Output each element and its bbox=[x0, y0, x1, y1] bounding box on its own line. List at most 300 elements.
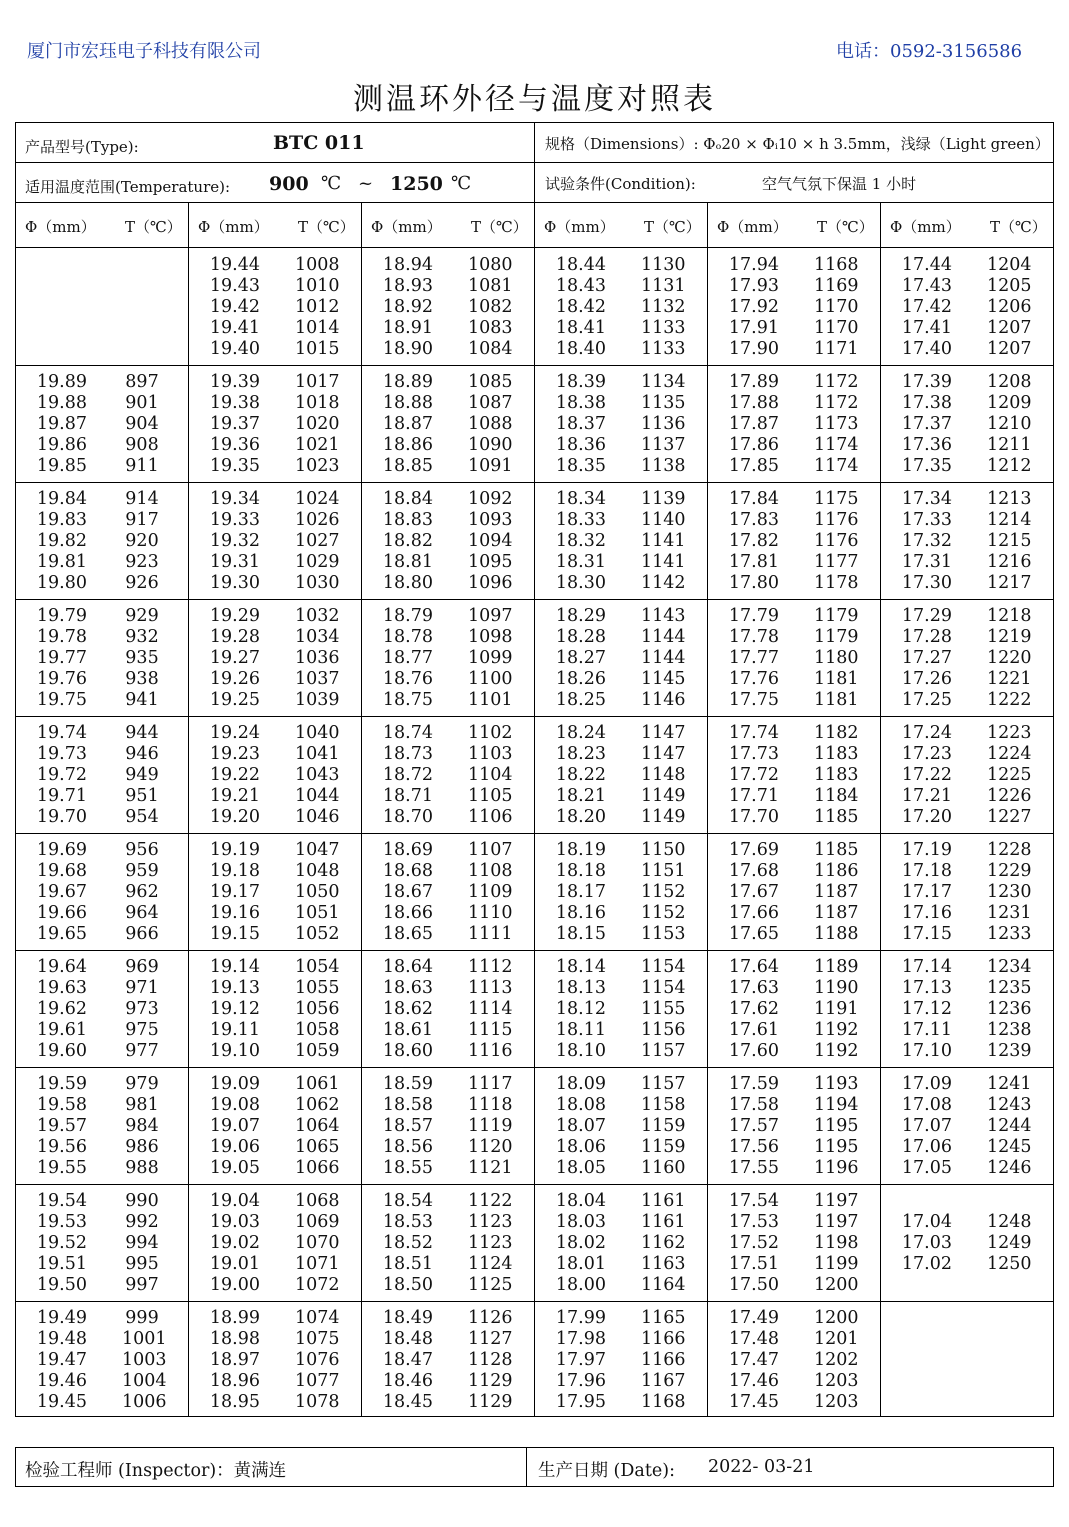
temperature-value: 973 bbox=[125, 998, 159, 1019]
diameter-value: 17.94 bbox=[728, 255, 779, 275]
diameter-value: 17.26 bbox=[901, 668, 952, 689]
diameter-value: 19.14 bbox=[209, 957, 260, 977]
diameter-value: 18.19 bbox=[555, 840, 606, 860]
temperature-value: 1183 bbox=[814, 743, 859, 764]
diameter-value: 19.82 bbox=[36, 530, 87, 551]
diameter-value: 17.63 bbox=[728, 977, 779, 998]
diameter-value: 17.57 bbox=[728, 1115, 779, 1136]
diameter-value: 18.41 bbox=[555, 317, 606, 338]
diameter-value: 17.33 bbox=[901, 509, 952, 530]
diameter-value: 17.60 bbox=[728, 1040, 779, 1061]
diameter-value: 17.96 bbox=[555, 1370, 606, 1391]
temperature-value: 1017 bbox=[295, 372, 340, 392]
temperature-value: 1080 bbox=[468, 255, 513, 275]
diameter-value: 18.14 bbox=[555, 957, 606, 977]
temperature-value: 1144 bbox=[641, 647, 686, 668]
diameter-value: 18.47 bbox=[382, 1349, 433, 1370]
diameter-value: 19.24 bbox=[209, 723, 260, 743]
temperature-value: 1191 bbox=[814, 998, 859, 1019]
temperature-value: 1111 bbox=[468, 923, 513, 944]
diameter-value: 17.54 bbox=[728, 1191, 779, 1211]
temperature-value: 1248 bbox=[987, 1211, 1032, 1232]
diameter-value: 18.79 bbox=[382, 606, 433, 626]
diameter-value: 17.44 bbox=[901, 255, 952, 275]
temperature-value: 1110 bbox=[468, 902, 513, 923]
temperature-value: 1141 bbox=[641, 551, 686, 572]
temperature-value: 1068 bbox=[295, 1191, 340, 1211]
diameter-value: 18.54 bbox=[382, 1191, 433, 1211]
temperature-value: 1195 bbox=[814, 1136, 859, 1157]
temperature-value: 1127 bbox=[468, 1328, 513, 1349]
diameter-value: 19.59 bbox=[36, 1074, 87, 1094]
temperature-value: 1188 bbox=[814, 923, 859, 944]
temperature-value: 1160 bbox=[641, 1157, 686, 1178]
diameter-value: 17.75 bbox=[728, 689, 779, 710]
diameter-value: 19.81 bbox=[36, 551, 87, 572]
diameter-value: 17.15 bbox=[901, 923, 952, 944]
diameter-value: 17.05 bbox=[901, 1157, 952, 1178]
diameter-value: 19.07 bbox=[209, 1115, 260, 1136]
diameter-value: 18.36 bbox=[555, 434, 606, 455]
diameter-value: 19.60 bbox=[36, 1040, 87, 1061]
temperature-value: 1161 bbox=[641, 1211, 686, 1232]
diameter-value: 18.68 bbox=[382, 860, 433, 881]
temperature-value: 1166 bbox=[641, 1349, 686, 1370]
diameter-value: 18.26 bbox=[555, 668, 606, 689]
diameter-value: 18.25 bbox=[555, 689, 606, 710]
temperature-value: 1177 bbox=[814, 551, 859, 572]
diameter-value: 17.29 bbox=[901, 606, 952, 626]
temperature-value: 1143 bbox=[641, 606, 686, 626]
temperature-value: 901 bbox=[125, 392, 159, 413]
diameter-value: 17.58 bbox=[728, 1094, 779, 1115]
temperature-value: 1198 bbox=[814, 1232, 859, 1253]
temperature-value: 1157 bbox=[641, 1040, 686, 1061]
diameter-value: 19.23 bbox=[209, 743, 260, 764]
temperature-value: 1119 bbox=[468, 1115, 513, 1136]
type-value: BTC 011 bbox=[273, 132, 365, 154]
diameter-value: 18.53 bbox=[382, 1211, 433, 1232]
diameter-value: 18.70 bbox=[382, 806, 433, 827]
temperature-value: 951 bbox=[125, 785, 159, 806]
temperature-value: 997 bbox=[125, 1274, 159, 1295]
diameter-value: 18.43 bbox=[555, 275, 606, 296]
diameter-value: 19.37 bbox=[209, 413, 260, 434]
temperature-value: 1243 bbox=[987, 1094, 1032, 1115]
temperature-value: 977 bbox=[125, 1040, 159, 1061]
temperature-value: 1136 bbox=[641, 413, 686, 434]
temperature-value: 1158 bbox=[641, 1094, 686, 1115]
diameter-value: 18.15 bbox=[555, 923, 606, 944]
temperature-value: 1163 bbox=[641, 1253, 686, 1274]
temperature-value: 1154 bbox=[641, 957, 686, 977]
diameter-value: 18.42 bbox=[555, 296, 606, 317]
diameter-value: 18.58 bbox=[382, 1094, 433, 1115]
diameter-value: 18.18 bbox=[555, 860, 606, 881]
page-title: 测温环外径与温度对照表 bbox=[353, 82, 716, 117]
temperature-value: 1169 bbox=[814, 275, 859, 296]
diameter-value: 19.44 bbox=[209, 255, 260, 275]
diameter-value: 18.57 bbox=[382, 1115, 433, 1136]
diameter-value: 19.46 bbox=[36, 1370, 87, 1391]
temperature-value: 979 bbox=[125, 1074, 159, 1094]
diameter-value: 18.67 bbox=[382, 881, 433, 902]
temperature-value: 1205 bbox=[987, 275, 1032, 296]
temperature-value: 1152 bbox=[641, 881, 686, 902]
temperature-value: 1171 bbox=[814, 338, 859, 359]
diameter-value: 19.01 bbox=[209, 1253, 260, 1274]
temperature-value: 1133 bbox=[641, 338, 686, 359]
temperature-value: 954 bbox=[125, 806, 159, 827]
header-phi: Φ（mm） bbox=[25, 218, 96, 236]
diameter-value: 18.00 bbox=[555, 1274, 606, 1295]
temperature-value: 929 bbox=[125, 606, 159, 626]
diameter-value: 17.71 bbox=[728, 785, 779, 806]
diameter-value: 17.78 bbox=[728, 626, 779, 647]
diameter-value: 17.88 bbox=[728, 392, 779, 413]
temperature-value: 1185 bbox=[814, 806, 859, 827]
temperature-value: 1006 bbox=[122, 1391, 167, 1412]
temperature-value: 1167 bbox=[641, 1370, 686, 1391]
temperature-value: 1084 bbox=[468, 338, 513, 359]
diameter-value: 19.27 bbox=[209, 647, 260, 668]
temperature-value: 1202 bbox=[814, 1349, 859, 1370]
temperature-value: 1186 bbox=[814, 860, 859, 881]
diameter-value: 19.71 bbox=[36, 785, 87, 806]
temperature-value: 1128 bbox=[468, 1349, 513, 1370]
temperature-value: 938 bbox=[125, 668, 159, 689]
diameter-value: 17.80 bbox=[728, 572, 779, 593]
diameter-value: 18.56 bbox=[382, 1136, 433, 1157]
temperature-value: 1065 bbox=[295, 1136, 340, 1157]
temperature-value: 1203 bbox=[814, 1370, 859, 1391]
temperature-value: 1072 bbox=[295, 1274, 340, 1295]
temperature-value: 923 bbox=[125, 551, 159, 572]
diameter-value: 18.81 bbox=[382, 551, 433, 572]
diameter-value: 19.65 bbox=[36, 923, 87, 944]
diameter-value: 18.46 bbox=[382, 1370, 433, 1391]
temperature-value: 1192 bbox=[814, 1040, 859, 1061]
diameter-value: 17.69 bbox=[728, 840, 779, 860]
diameter-value: 17.65 bbox=[728, 923, 779, 944]
diameter-value: 18.24 bbox=[555, 723, 606, 743]
temperature-value: 1200 bbox=[814, 1308, 859, 1328]
temperature-value: 1175 bbox=[814, 489, 859, 509]
temperature-value: 1090 bbox=[468, 434, 513, 455]
diameter-value: 19.36 bbox=[209, 434, 260, 455]
diameter-value: 17.32 bbox=[901, 530, 952, 551]
temperature-value: 1104 bbox=[468, 764, 513, 785]
temperature-value: 1062 bbox=[295, 1094, 340, 1115]
type-label: 产品型号(Type): bbox=[25, 138, 139, 156]
temperature-value: 1176 bbox=[814, 509, 859, 530]
diameter-value: 17.35 bbox=[901, 455, 952, 476]
diameter-value: 17.30 bbox=[901, 572, 952, 593]
diameter-value: 18.34 bbox=[555, 489, 606, 509]
temperature-value: 1170 bbox=[814, 296, 859, 317]
temperature-value: 1077 bbox=[295, 1370, 340, 1391]
diameter-value: 18.30 bbox=[555, 572, 606, 593]
diameter-value: 17.08 bbox=[901, 1094, 952, 1115]
temperature-value: 1015 bbox=[295, 338, 340, 359]
diameter-value: 19.42 bbox=[209, 296, 260, 317]
temperature-value: 1236 bbox=[987, 998, 1032, 1019]
diameter-value: 19.68 bbox=[36, 860, 87, 881]
temperature-value: 1164 bbox=[641, 1274, 686, 1295]
temperature-value: 1135 bbox=[641, 392, 686, 413]
block-divider bbox=[15, 482, 1054, 483]
temperature-value: 1174 bbox=[814, 434, 859, 455]
diameter-value: 19.05 bbox=[209, 1157, 260, 1178]
diameter-value: 17.25 bbox=[901, 689, 952, 710]
diameter-value: 18.06 bbox=[555, 1136, 606, 1157]
diameter-value: 19.30 bbox=[209, 572, 260, 593]
temperature-value: 1197 bbox=[814, 1211, 859, 1232]
temperature-value: 1137 bbox=[641, 434, 686, 455]
temperature-value: 917 bbox=[125, 509, 159, 530]
diameter-value: 18.76 bbox=[382, 668, 433, 689]
temperature-value: 988 bbox=[125, 1157, 159, 1178]
diameter-value: 17.28 bbox=[901, 626, 952, 647]
temperature-value: 1206 bbox=[987, 296, 1032, 317]
diameter-value: 19.16 bbox=[209, 902, 260, 923]
diameter-value: 19.67 bbox=[36, 881, 87, 902]
temperature-value: 1179 bbox=[814, 626, 859, 647]
diameter-value: 17.67 bbox=[728, 881, 779, 902]
temperature-value: 1230 bbox=[987, 881, 1032, 902]
column-divider bbox=[707, 202, 708, 1417]
diameter-value: 19.40 bbox=[209, 338, 260, 359]
diameter-value: 17.79 bbox=[728, 606, 779, 626]
diameter-value: 17.81 bbox=[728, 551, 779, 572]
diameter-value: 17.19 bbox=[901, 840, 952, 860]
diameter-value: 19.84 bbox=[36, 489, 87, 509]
temperature-value: 1219 bbox=[987, 626, 1032, 647]
temperature-high: 1250 bbox=[390, 173, 443, 195]
header-phi: Φ（mm） bbox=[890, 218, 961, 236]
phone-number: 电话：0592-3156586 bbox=[836, 41, 1023, 62]
temperature-value: 994 bbox=[125, 1232, 159, 1253]
diameter-value: 19.78 bbox=[36, 626, 87, 647]
temperature-value: 1204 bbox=[987, 255, 1032, 275]
temperature-value: 1140 bbox=[641, 509, 686, 530]
header-temperature: T（℃） bbox=[990, 218, 1047, 236]
temperature-value: 966 bbox=[125, 923, 159, 944]
diameter-value: 18.61 bbox=[382, 1019, 433, 1040]
temperature-value: 926 bbox=[125, 572, 159, 593]
temperature-value: 1122 bbox=[468, 1191, 513, 1211]
diameter-value: 18.75 bbox=[382, 689, 433, 710]
diameter-value: 17.76 bbox=[728, 668, 779, 689]
diameter-value: 17.90 bbox=[728, 338, 779, 359]
temperature-value: 1024 bbox=[295, 489, 340, 509]
diameter-value: 17.72 bbox=[728, 764, 779, 785]
temperature-value: 1056 bbox=[295, 998, 340, 1019]
diameter-value: 17.61 bbox=[728, 1019, 779, 1040]
diameter-value: 18.72 bbox=[382, 764, 433, 785]
temperature-value: 1032 bbox=[295, 606, 340, 626]
temperature-value: 1131 bbox=[641, 275, 686, 296]
diameter-value: 17.74 bbox=[728, 723, 779, 743]
header-temperature: T（℃） bbox=[125, 218, 182, 236]
diameter-value: 19.85 bbox=[36, 455, 87, 476]
diameter-value: 19.79 bbox=[36, 606, 87, 626]
temperature-value: 1161 bbox=[641, 1191, 686, 1211]
diameter-value: 19.00 bbox=[209, 1274, 260, 1295]
temperature-value: 1193 bbox=[814, 1074, 859, 1094]
temperature-value: 964 bbox=[125, 902, 159, 923]
temperature-value: 904 bbox=[125, 413, 159, 434]
temperature-value: 1238 bbox=[987, 1019, 1032, 1040]
temperature-value: 1040 bbox=[295, 723, 340, 743]
temperature-value: 1207 bbox=[987, 338, 1032, 359]
temperature-value: 1145 bbox=[641, 668, 686, 689]
diameter-value: 18.07 bbox=[555, 1115, 606, 1136]
diameter-value: 18.31 bbox=[555, 551, 606, 572]
temperature-value: 1234 bbox=[987, 957, 1032, 977]
diameter-value: 17.49 bbox=[728, 1308, 779, 1328]
diameter-value: 18.38 bbox=[555, 392, 606, 413]
diameter-value: 19.13 bbox=[209, 977, 260, 998]
temperature-value: 1233 bbox=[987, 923, 1032, 944]
temperature-value: 1244 bbox=[987, 1115, 1032, 1136]
diameter-value: 19.09 bbox=[209, 1074, 260, 1094]
temperature-value: 1114 bbox=[468, 998, 513, 1019]
diameter-value: 19.54 bbox=[36, 1191, 87, 1211]
diameter-value: 18.52 bbox=[382, 1232, 433, 1253]
header-phi: Φ（mm） bbox=[544, 218, 615, 236]
diameter-value: 18.17 bbox=[555, 881, 606, 902]
diameter-value: 19.51 bbox=[36, 1253, 87, 1274]
temperature-value: 1138 bbox=[641, 455, 686, 476]
temperature-value: 1142 bbox=[641, 572, 686, 593]
diameter-value: 19.49 bbox=[36, 1308, 87, 1328]
block-divider bbox=[15, 1067, 1054, 1068]
diameter-value: 18.83 bbox=[382, 509, 433, 530]
diameter-value: 18.65 bbox=[382, 923, 433, 944]
header-temperature: T（℃） bbox=[298, 218, 355, 236]
temperature-value: 992 bbox=[125, 1211, 159, 1232]
temperature-value: 1004 bbox=[122, 1370, 167, 1391]
temperature-value: 1064 bbox=[295, 1115, 340, 1136]
diameter-value: 18.03 bbox=[555, 1211, 606, 1232]
header-temperature: T（℃） bbox=[817, 218, 874, 236]
temperature-value: 1125 bbox=[468, 1274, 513, 1295]
temperature-value: 1094 bbox=[468, 530, 513, 551]
diameter-value: 17.21 bbox=[901, 785, 952, 806]
diameter-value: 19.77 bbox=[36, 647, 87, 668]
temperature-value: 1081 bbox=[468, 275, 513, 296]
diameter-value: 19.63 bbox=[36, 977, 87, 998]
diameter-value: 18.09 bbox=[555, 1074, 606, 1094]
temperature-value: 1139 bbox=[641, 489, 686, 509]
diameter-value: 18.02 bbox=[555, 1232, 606, 1253]
diameter-value: 17.77 bbox=[728, 647, 779, 668]
temperature-value: 1118 bbox=[468, 1094, 513, 1115]
diameter-value: 18.12 bbox=[555, 998, 606, 1019]
temperature-value: 1085 bbox=[468, 372, 513, 392]
diameter-value: 17.86 bbox=[728, 434, 779, 455]
temperature-value: 1088 bbox=[468, 413, 513, 434]
diameter-value: 19.04 bbox=[209, 1191, 260, 1211]
diameter-value: 17.40 bbox=[901, 338, 952, 359]
diameter-value: 17.36 bbox=[901, 434, 952, 455]
temperature-value: 1226 bbox=[987, 785, 1032, 806]
diameter-value: 17.24 bbox=[901, 723, 952, 743]
diameter-value: 17.37 bbox=[901, 413, 952, 434]
block-divider bbox=[15, 599, 1054, 600]
diameter-value: 17.43 bbox=[901, 275, 952, 296]
diameter-value: 18.92 bbox=[382, 296, 433, 317]
diameter-value: 17.70 bbox=[728, 806, 779, 827]
diameter-value: 19.70 bbox=[36, 806, 87, 827]
diameter-value: 19.66 bbox=[36, 902, 87, 923]
temperature-value: 1216 bbox=[987, 551, 1032, 572]
temperature-value: 1189 bbox=[814, 957, 859, 977]
temperature-value: 1129 bbox=[468, 1391, 513, 1412]
temperature-value: 1176 bbox=[814, 530, 859, 551]
diameter-value: 17.73 bbox=[728, 743, 779, 764]
temperature-value: 1099 bbox=[468, 647, 513, 668]
temperature-value: 1069 bbox=[295, 1211, 340, 1232]
temperature-value: 1023 bbox=[295, 455, 340, 476]
diameter-value: 17.97 bbox=[555, 1349, 606, 1370]
diameter-value: 19.22 bbox=[209, 764, 260, 785]
diameter-value: 17.31 bbox=[901, 551, 952, 572]
diameter-value: 18.94 bbox=[382, 255, 433, 275]
temperature-value: 1103 bbox=[468, 743, 513, 764]
diameter-value: 17.10 bbox=[901, 1040, 952, 1061]
diameter-value: 18.05 bbox=[555, 1157, 606, 1178]
diameter-value: 17.98 bbox=[555, 1328, 606, 1349]
unit-celsius-2: ℃ bbox=[451, 173, 472, 194]
diameter-value: 19.17 bbox=[209, 881, 260, 902]
diameter-value: 17.95 bbox=[555, 1391, 606, 1412]
temperature-value: 986 bbox=[125, 1136, 159, 1157]
header-phi: Φ（mm） bbox=[371, 218, 442, 236]
temperature-value: 1178 bbox=[814, 572, 859, 593]
temperature-value: 1149 bbox=[641, 785, 686, 806]
temperature-value: 1147 bbox=[641, 723, 686, 743]
diameter-value: 18.22 bbox=[555, 764, 606, 785]
diameter-value: 18.93 bbox=[382, 275, 433, 296]
temperature-value: 1107 bbox=[468, 840, 513, 860]
diameter-value: 19.62 bbox=[36, 998, 87, 1019]
diameter-value: 19.38 bbox=[209, 392, 260, 413]
diameter-value: 19.55 bbox=[36, 1157, 87, 1178]
temperature-value: 1034 bbox=[295, 626, 340, 647]
diameter-value: 18.78 bbox=[382, 626, 433, 647]
temperature-value: 1124 bbox=[468, 1253, 513, 1274]
temperature-value: 1008 bbox=[295, 255, 340, 275]
temperature-value: 962 bbox=[125, 881, 159, 902]
diameter-value: 19.29 bbox=[209, 606, 260, 626]
temperature-value: 1181 bbox=[814, 668, 859, 689]
temperature-value: 1055 bbox=[295, 977, 340, 998]
diameter-value: 18.86 bbox=[382, 434, 433, 455]
range-tilde: ~ bbox=[358, 173, 374, 194]
temperature-value: 944 bbox=[125, 723, 159, 743]
diameter-value: 17.16 bbox=[901, 902, 952, 923]
condition-value: 空气气氛下保温 1 小时 bbox=[762, 175, 917, 193]
temperature-value: 1048 bbox=[295, 860, 340, 881]
temperature-value: 1141 bbox=[641, 530, 686, 551]
diameter-value: 18.27 bbox=[555, 647, 606, 668]
diameter-value: 19.89 bbox=[36, 372, 87, 392]
temperature-value: 1173 bbox=[814, 413, 859, 434]
temperature-value: 1172 bbox=[814, 392, 859, 413]
temperature-value: 1184 bbox=[814, 785, 859, 806]
